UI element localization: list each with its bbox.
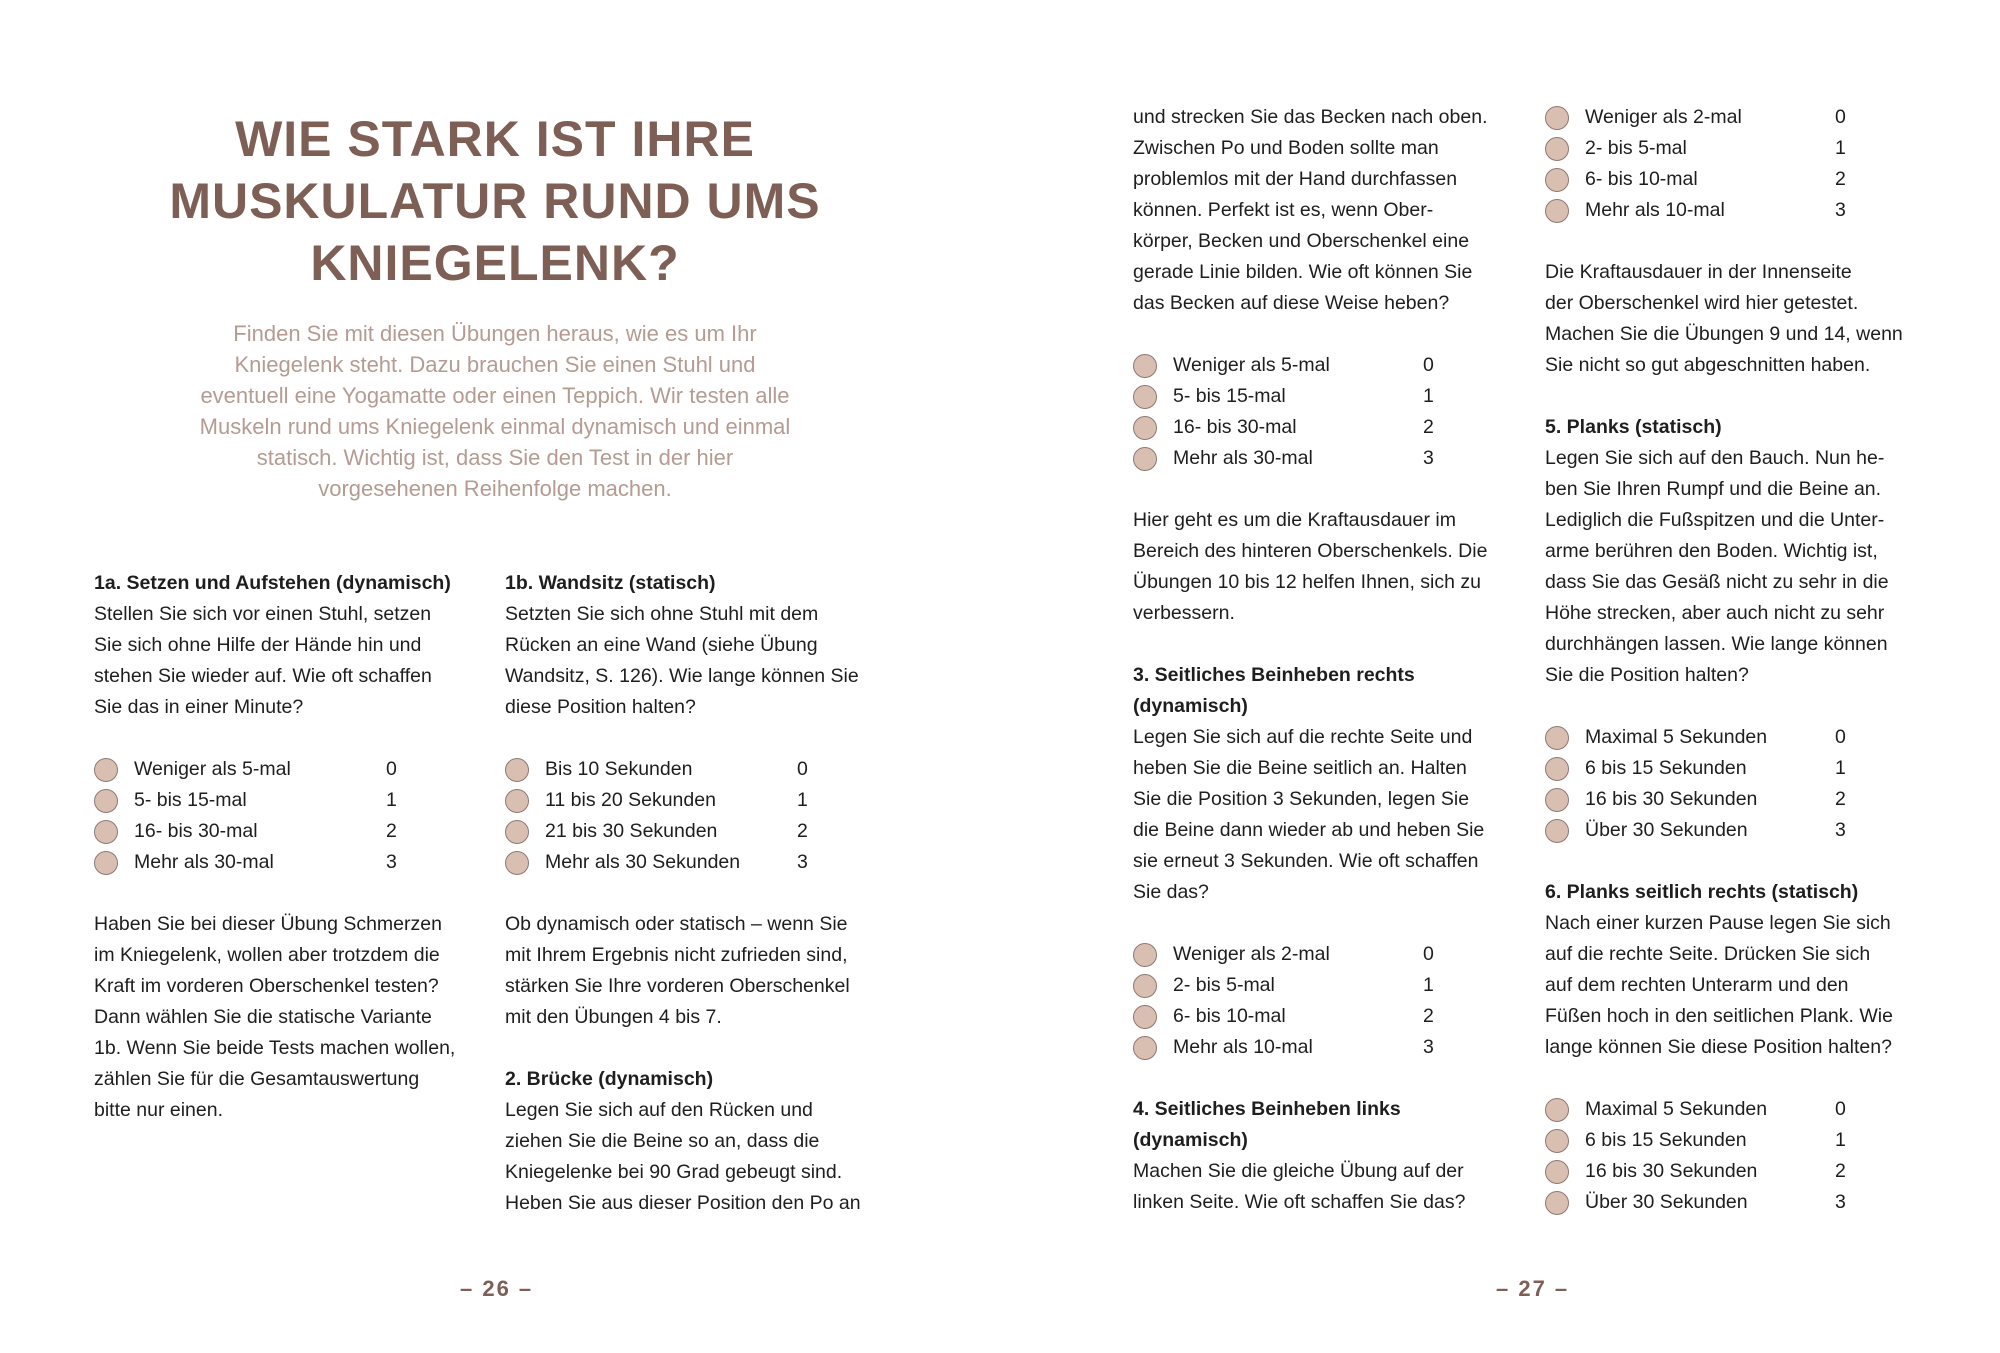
option-score: 2: [386, 820, 397, 842]
radio-circle-icon[interactable]: [94, 758, 118, 782]
radio-circle-icon[interactable]: [94, 820, 118, 844]
body-line: körper, Becken und Oberschenkel eine: [1133, 230, 1470, 252]
option-label: 16- bis 30-mal: [1173, 416, 1297, 438]
note-line: mit Ihrem Ergebnis nicht zufrieden sind,: [505, 944, 848, 966]
radio-circle-icon[interactable]: [1545, 199, 1569, 223]
body-line: das Becken auf diese Weise heben?: [1133, 292, 1450, 314]
radio-circle-icon[interactable]: [1133, 1036, 1157, 1060]
option-label: Weniger als 2-mal: [1173, 943, 1330, 965]
intro-line: Muskeln rund ums Kniegelenk einmal dynamisch und einmal: [199, 414, 791, 439]
radio-circle-icon[interactable]: [1545, 1160, 1569, 1184]
option-label: Weniger als 5-mal: [134, 758, 291, 780]
option-score: 2: [1835, 1160, 1846, 1182]
body-line: gerade Linie bilden. Wie oft können Sie: [1133, 261, 1473, 283]
radio-circle-icon[interactable]: [1133, 447, 1157, 471]
option-score: 1: [1835, 757, 1846, 779]
answer-option[interactable]: [1133, 350, 1533, 381]
option-score: 2: [797, 820, 808, 842]
option-label: 6- bis 10-mal: [1585, 168, 1698, 190]
radio-circle-icon[interactable]: [1133, 974, 1157, 998]
radio-circle-icon[interactable]: [1545, 819, 1569, 843]
radio-circle-icon[interactable]: [1545, 1098, 1569, 1122]
test-4-results-section: [1545, 102, 1955, 1218]
intro-line: statisch. Wichtig ist, dass Sie den Test in der hier: [256, 445, 734, 470]
option-label: 5- bis 15-mal: [1173, 385, 1286, 407]
answer-option[interactable]: [94, 754, 494, 785]
answer-option[interactable]: [1545, 1125, 1955, 1156]
note-line: im Kniegelenk, wollen aber trotzdem die: [94, 944, 440, 966]
option-label: Maximal 5 Sekunden: [1585, 726, 1768, 748]
radio-circle-icon[interactable]: [1133, 385, 1157, 409]
answer-option[interactable]: [505, 785, 905, 816]
body-line: ben Sie Ihren Rumpf und die Beine an.: [1545, 478, 1882, 500]
body-line: Nach einer kurzen Pause legen Sie sich: [1545, 912, 1891, 934]
body-line: Rücken an eine Wand (siehe Übung: [505, 634, 818, 656]
radio-circle-icon[interactable]: [505, 851, 529, 875]
test-heading: 2. Brücke (dynamisch): [505, 1068, 714, 1090]
radio-circle-icon[interactable]: [505, 789, 529, 813]
note-line: Haben Sie bei dieser Übung Schmerzen: [94, 913, 442, 935]
body-line: Wandsitz, S. 126). Wie lange können Sie: [505, 665, 859, 687]
option-label: 11 bis 20 Sekunden: [545, 789, 716, 811]
note-line: Die Kraftausdauer in der Innenseite: [1545, 261, 1852, 283]
intro-line: Finden Sie mit diesen Übungen heraus, wie es um Ihr: [233, 321, 757, 346]
note-line: bitte nur einen.: [94, 1099, 224, 1121]
answer-option[interactable]: [505, 754, 905, 785]
answer-option[interactable]: [1133, 970, 1533, 1001]
note-line: verbessern.: [1133, 602, 1235, 624]
option-label: 6- bis 10-mal: [1173, 1005, 1286, 1027]
radio-circle-icon[interactable]: [1545, 757, 1569, 781]
body-line: Legen Sie sich auf den Bauch. Nun he-: [1545, 447, 1885, 469]
option-label: 21 bis 30 Sekunden: [545, 820, 718, 842]
radio-circle-icon[interactable]: [94, 851, 118, 875]
answer-option[interactable]: [505, 816, 905, 847]
radio-circle-icon[interactable]: [1545, 1191, 1569, 1215]
answer-option[interactable]: [1133, 381, 1533, 412]
option-label: Bis 10 Sekunden: [545, 758, 693, 780]
body-line: linken Seite. Wie oft schaffen Sie das?: [1133, 1191, 1466, 1213]
body-line: diese Position halten?: [505, 696, 696, 718]
option-label: Über 30 Sekunden: [1585, 1191, 1748, 1213]
right-page: [1000, 0, 2000, 1353]
body-line: stehen Sie wieder auf. Wie oft schaffen: [94, 665, 432, 687]
answer-option[interactable]: [1545, 195, 1955, 226]
radio-circle-icon[interactable]: [1545, 137, 1569, 161]
answer-option[interactable]: [1545, 1094, 1955, 1125]
option-label: Mehr als 30-mal: [134, 851, 274, 873]
body-line: Kniegelenke bei 90 Grad gebeugt sind.: [505, 1161, 843, 1183]
option-label: Weniger als 5-mal: [1173, 354, 1330, 376]
body-line: auf die rechte Seite. Drücken Sie sich: [1545, 943, 1871, 965]
option-score: 3: [1835, 1191, 1846, 1213]
option-score: 2: [1423, 1005, 1434, 1027]
option-score: 3: [386, 851, 397, 873]
radio-circle-icon[interactable]: [94, 789, 118, 813]
option-score: 0: [1835, 1098, 1846, 1120]
body-line: Sie sich ohne Hilfe der Hände hin und: [94, 634, 422, 656]
body-line: und strecken Sie das Becken nach oben.: [1133, 106, 1488, 128]
note-line: Hier geht es um die Kraftausdauer im: [1133, 509, 1456, 531]
option-score: 2: [1835, 788, 1846, 810]
title-line: KNIEGELENK?: [310, 235, 680, 291]
note-line: Dann wählen Sie die statische Variante: [94, 1006, 432, 1028]
option-label: 6 bis 15 Sekunden: [1585, 757, 1747, 779]
body-line: Heben Sie aus dieser Position den Po an: [505, 1192, 861, 1214]
option-label: Weniger als 2-mal: [1585, 106, 1742, 128]
answer-option[interactable]: [94, 816, 494, 847]
body-line: Legen Sie sich auf den Rücken und: [505, 1099, 813, 1121]
note-line: der Oberschenkel wird hier getestet.: [1545, 292, 1859, 314]
radio-circle-icon[interactable]: [505, 820, 529, 844]
test-1b-section: [505, 568, 905, 1219]
body-line: die Beine dann wieder ab und heben Sie: [1133, 819, 1485, 841]
radio-circle-icon[interactable]: [1545, 726, 1569, 750]
option-score: 2: [1835, 168, 1846, 190]
intro-line: vorgesehenen Reihenfolge machen.: [318, 476, 672, 501]
page-title: [110, 108, 880, 294]
option-score: 2: [1423, 416, 1434, 438]
test-1a-section: [94, 568, 494, 1126]
body-line: lange können Sie diese Position halten?: [1545, 1036, 1892, 1058]
test-2-continued-section: [1133, 102, 1533, 1218]
page-number: – 26 –: [460, 1276, 534, 1301]
answer-option[interactable]: [505, 847, 905, 878]
body-line: arme berühren den Boden. Wichtig ist,: [1545, 540, 1878, 562]
body-line: Sie das?: [1133, 881, 1209, 903]
body-line: Setzten Sie sich ohne Stuhl mit dem: [505, 603, 819, 625]
option-label: Mehr als 10-mal: [1585, 199, 1725, 221]
option-label: 5- bis 15-mal: [134, 789, 247, 811]
note-line: Ob dynamisch oder statisch – wenn Sie: [505, 913, 848, 935]
body-line: Zwischen Po und Boden sollte man: [1133, 137, 1439, 159]
answer-option[interactable]: [1133, 1001, 1533, 1032]
option-score: 3: [1423, 447, 1434, 469]
radio-circle-icon[interactable]: [1133, 943, 1157, 967]
note-line: stärken Sie Ihre vorderen Oberschenkel: [505, 975, 850, 997]
answer-option[interactable]: [1545, 1187, 1955, 1218]
option-score: 1: [386, 789, 397, 811]
note-line: Kraft im vorderen Oberschenkel testen?: [94, 975, 439, 997]
answer-option[interactable]: [1545, 722, 1955, 753]
body-line: sie erneut 3 Sekunden. Wie oft schaffen: [1133, 850, 1479, 872]
option-score: 3: [1835, 199, 1846, 221]
option-label: 2- bis 5-mal: [1585, 137, 1687, 159]
option-label: 2- bis 5-mal: [1173, 974, 1275, 996]
note-line: Sie nicht so gut abgeschnitten haben.: [1545, 354, 1871, 376]
option-label: Über 30 Sekunden: [1585, 819, 1748, 841]
intro-line: eventuell eine Yogamatte oder einen Teppich. Wir testen alle: [200, 383, 790, 408]
test-heading: (dynamisch): [1133, 1129, 1248, 1151]
note-line: 1b. Wenn Sie beide Tests machen wollen,: [94, 1037, 456, 1059]
option-label: 16 bis 30 Sekunden: [1585, 788, 1758, 810]
body-line: Sie die Position halten?: [1545, 664, 1749, 686]
option-label: Mehr als 30-mal: [1173, 447, 1313, 469]
option-score: 1: [797, 789, 808, 811]
body-line: Höhe strecken, aber auch nicht zu sehr: [1545, 602, 1885, 624]
option-label: 6 bis 15 Sekunden: [1585, 1129, 1747, 1151]
test-heading: (dynamisch): [1133, 695, 1248, 717]
body-line: problemlos mit der Hand durchfassen: [1133, 168, 1458, 190]
option-score: 0: [1423, 354, 1434, 376]
option-score: 1: [1423, 974, 1434, 996]
option-score: 3: [797, 851, 808, 873]
option-score: 0: [1835, 726, 1846, 748]
radio-circle-icon[interactable]: [505, 758, 529, 782]
radio-circle-icon[interactable]: [1545, 1129, 1569, 1153]
body-line: Stellen Sie sich vor einen Stuhl, setzen: [94, 603, 432, 625]
radio-circle-icon[interactable]: [1545, 788, 1569, 812]
answer-option[interactable]: [94, 847, 494, 878]
intro-line: Kniegelenk steht. Dazu brauchen Sie einen Stuhl und: [234, 352, 756, 377]
answer-option[interactable]: [1133, 412, 1533, 443]
option-score: 3: [1835, 819, 1846, 841]
body-line: Machen Sie die gleiche Übung auf der: [1133, 1160, 1464, 1182]
body-line: Sie die Position 3 Sekunden, legen Sie: [1133, 788, 1470, 810]
radio-circle-icon[interactable]: [1545, 106, 1569, 130]
body-line: dass Sie das Gesäß nicht zu sehr in die: [1545, 571, 1889, 593]
body-line: ziehen Sie die Beine so an, dass die: [505, 1130, 820, 1152]
radio-circle-icon[interactable]: [1133, 1005, 1157, 1029]
answer-option[interactable]: [1545, 1156, 1955, 1187]
intro-text: [150, 318, 840, 504]
answer-option[interactable]: [1545, 784, 1955, 815]
answer-option[interactable]: [1545, 815, 1955, 846]
note-line: zählen Sie für die Gesamtauswertung: [94, 1068, 420, 1090]
body-line: Lediglich die Fußspitzen und die Unter-: [1545, 509, 1885, 531]
test-heading: 1a. Setzen und Aufstehen (dynamisch): [94, 572, 451, 594]
body-line: heben Sie die Beine seitlich an. Halten: [1133, 757, 1467, 779]
test-heading: 4. Seitliches Beinheben links: [1133, 1098, 1401, 1120]
option-score: 0: [386, 758, 397, 780]
body-line: können. Perfekt ist es, wenn Ober-: [1133, 199, 1434, 221]
note-line: Machen Sie die Übungen 9 und 14, wenn: [1545, 323, 1903, 345]
option-score: 1: [1423, 385, 1434, 407]
answer-option[interactable]: [1545, 102, 1955, 133]
answer-option[interactable]: [1545, 164, 1955, 195]
option-label: 16 bis 30 Sekunden: [1585, 1160, 1758, 1182]
option-score: 0: [1423, 943, 1434, 965]
title-line: MUSKULATUR RUND UMS: [169, 173, 821, 229]
answer-option[interactable]: [1133, 939, 1533, 970]
body-line: durchhängen lassen. Wie lange können: [1545, 633, 1888, 655]
option-score: 3: [1423, 1036, 1434, 1058]
option-score: 0: [1835, 106, 1846, 128]
test-heading: 6. Planks seitlich rechts (statisch): [1545, 881, 1859, 903]
option-label: Maximal 5 Sekunden: [1585, 1098, 1768, 1120]
test-heading: 3. Seitliches Beinheben rechts: [1133, 664, 1415, 686]
option-label: 16- bis 30-mal: [134, 820, 258, 842]
body-line: Füßen hoch in den seitlichen Plank. Wie: [1545, 1005, 1893, 1027]
option-score: 1: [1835, 137, 1846, 159]
title-line: WIE STARK IST IHRE: [235, 111, 755, 167]
answer-option[interactable]: [1545, 133, 1955, 164]
option-label: Mehr als 10-mal: [1173, 1036, 1313, 1058]
answer-option[interactable]: [1545, 753, 1955, 784]
body-line: auf dem rechten Unterarm und den: [1545, 974, 1849, 996]
option-score: 1: [1835, 1129, 1846, 1151]
option-score: 0: [797, 758, 808, 780]
radio-circle-icon[interactable]: [1545, 168, 1569, 192]
answer-option[interactable]: [1133, 443, 1533, 474]
page-number: – 27 –: [1496, 1276, 1570, 1301]
note-line: Übungen 10 bis 12 helfen Ihnen, sich zu: [1133, 571, 1482, 593]
test-heading: 5. Planks (statisch): [1545, 416, 1722, 438]
note-line: mit den Übungen 4 bis 7.: [505, 1006, 722, 1028]
answer-option[interactable]: [94, 785, 494, 816]
radio-circle-icon[interactable]: [1133, 416, 1157, 440]
answer-option[interactable]: [1133, 1032, 1533, 1063]
option-label: Mehr als 30 Sekunden: [545, 851, 741, 873]
test-heading: 1b. Wandsitz (statisch): [505, 572, 716, 594]
body-line: Sie das in einer Minute?: [94, 696, 304, 718]
note-line: Bereich des hinteren Oberschenkels. Die: [1133, 540, 1488, 562]
radio-circle-icon[interactable]: [1133, 354, 1157, 378]
body-line: Legen Sie sich auf die rechte Seite und: [1133, 726, 1473, 748]
